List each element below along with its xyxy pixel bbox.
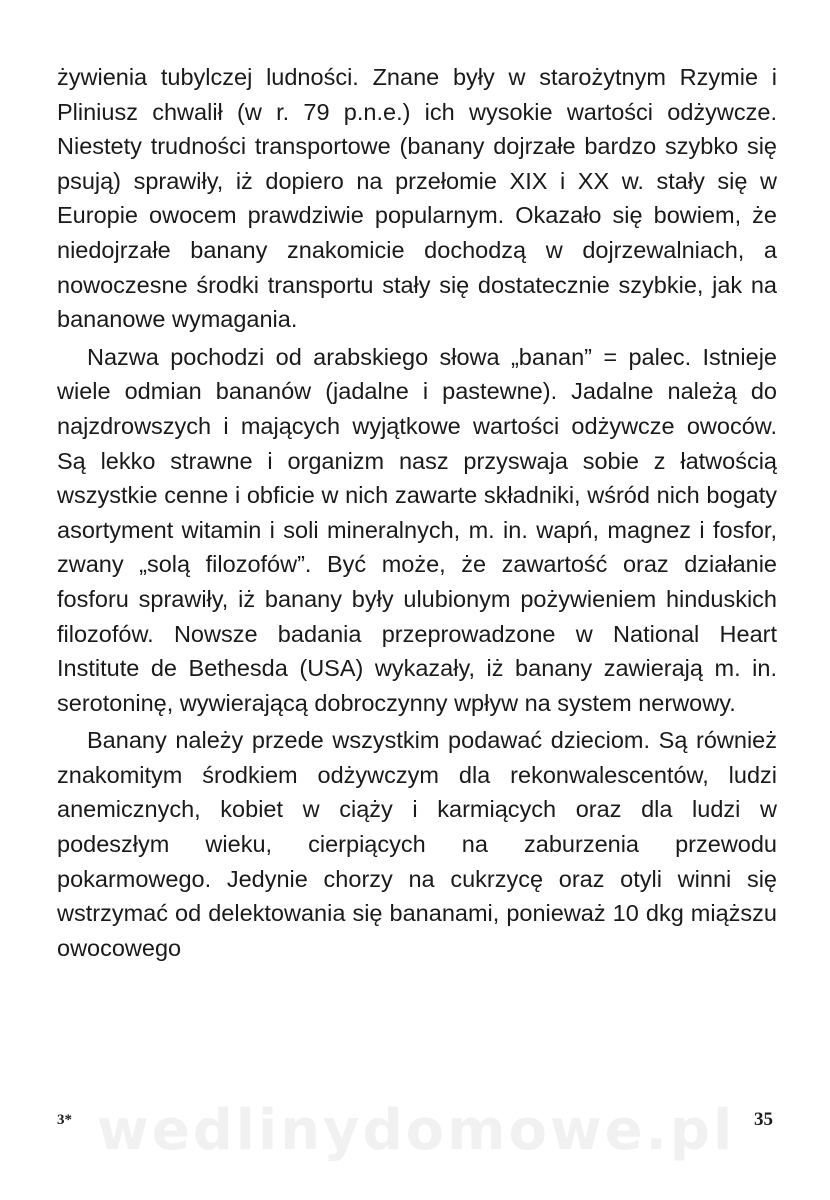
page-footer xyxy=(57,1098,775,1163)
signature-mark: 3* xyxy=(57,1112,72,1128)
paragraph-3: Banany należy przede wszystkim podawać dzieciom. Są również znakomitym środkiem odżywczym dla rekonwalescentów, ludzi anemicznych, kobiet w ciąży i karmiących oraz dla ludzi w podeszłym wieku, cierpiących na zaburzenia przewodu pokarmowego. Jedynie chorzy na cukrzycę oraz otyli winni się wstrzymać od delektowania się bananami, ponieważ 10 dkg miąższu owocowego xyxy=(57,727,777,961)
paragraph-2: Nazwa pochodzi od arabskiego słowa „banan” = palec. Istnieje wiele odmian bananów (jadalne i pastewne). Jadalne należą do najzdrowszych i mających wyjątkowe wartości odżywcze owoców. Są lekko strawne i organizm nasz przyswaja sobie z łatwością wszystkie cenne i obficie w nich zawarte składniki, wśród nich bogaty asortyment witamin i soli mineralnych, m. in. wapń, magnez i fosfor, zwany „solą filozofów”. Być może, że zawartość oraz działanie fosforu sprawiły, iż banany były ulubionym pożywieniem hinduskich filozofów. Nowsze badania przeprowadzone w National Heart Institute de Bethesda (USA) wykazały, iż banany zawierają m. in. serotoninę, wywierającą dobroczynny wpływ na system nerwowy. xyxy=(57,343,777,716)
paragraph-1: żywienia tubylczej ludności. Znane były w starożytnym Rzymie i Pliniusz chwalił (w r. 79 p.n.e.) ich wysokie wartości odżywcze. Niestety trudności transportowe (banany dojrzałe bardzo szybko się psują) sprawiły, iż dopiero na przełomie XIX i XX w. stały się w Europie owocem prawdziwie popularnym. Okazało się bowiem, że niedojrzałe banany znakomicie dochodzą w dojrzewalniach, a nowoczesne środki transportu stały się dostatecznie szybkie, jak na bananowe wymagania. xyxy=(57,64,777,333)
page-number: 35 xyxy=(754,1109,773,1130)
watermark: wedlinydomowe.pl xyxy=(97,1098,736,1163)
page-body xyxy=(57,60,777,965)
